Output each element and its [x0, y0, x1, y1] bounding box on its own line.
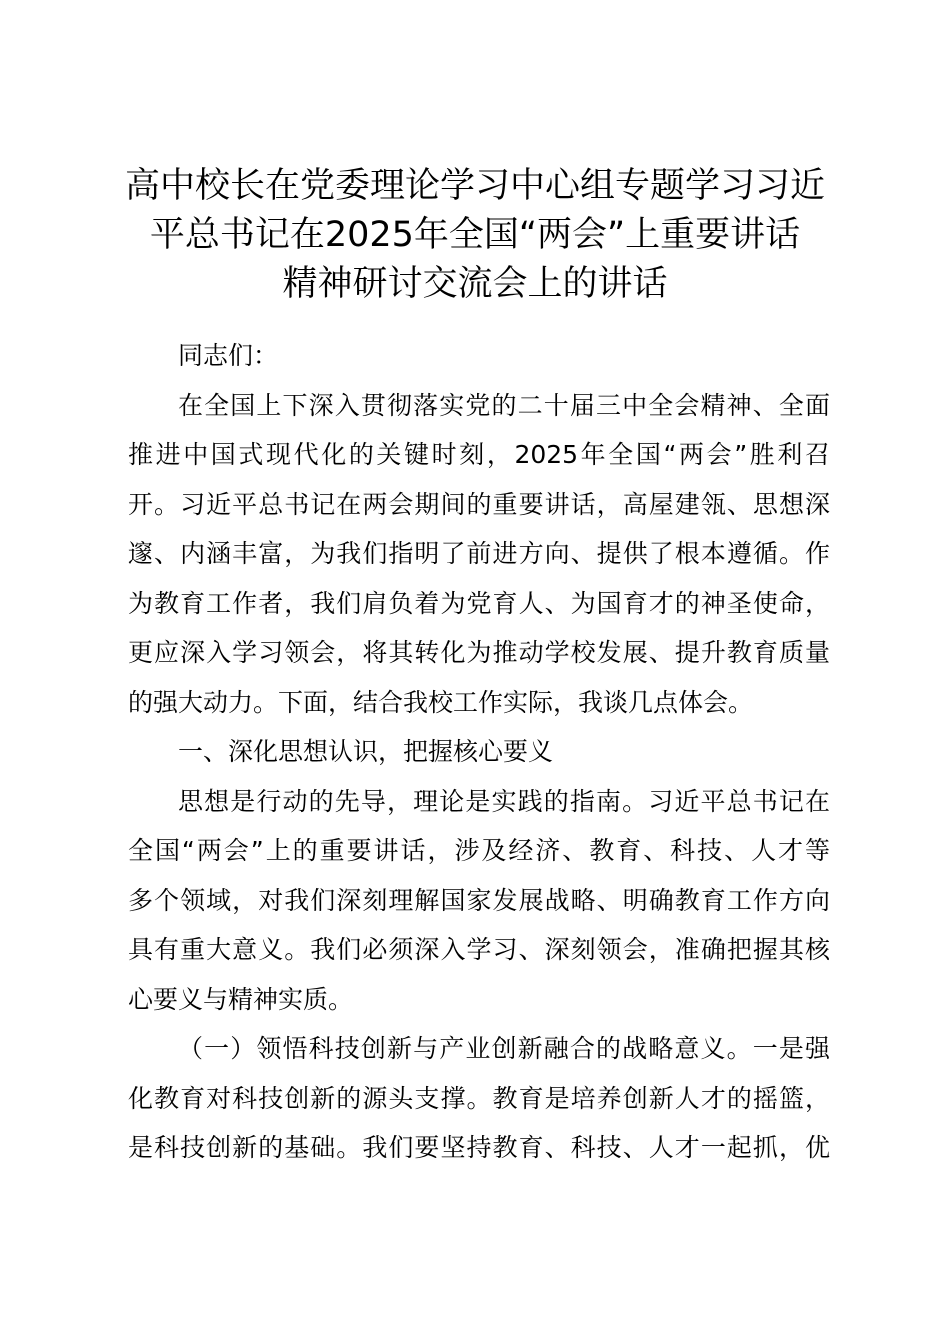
paragraph-line: 更应深入学习领会，将其转化为推动学校发展、提升教育质量 [128, 638, 830, 667]
title-line-1: 高中校长在党委理论学习中心组专题学习习近 [124, 166, 825, 206]
section-heading: 一、深化思想认识，把握核心要义 [178, 737, 554, 766]
paragraph-line: 具有重大意义。我们必须深入学习、深刻领会，准确把握其核 [128, 935, 830, 964]
paragraph-line: 全国“两会”上的重要讲话，涉及经济、教育、科技、人才等 [128, 836, 830, 865]
paragraph-line: 心要义与精神实质。 [128, 985, 354, 1014]
paragraph-line: 思想是行动的先导，理论是实践的指南。习近平总书记在 [178, 787, 830, 816]
paragraph-line: 的强大动力。下面，结合我校工作实际，我谈几点体会。 [128, 688, 754, 717]
paragraph-line: （一）领悟科技创新与产业创新融合的战略意义。一是强 [178, 1034, 830, 1063]
title-line-2: 平总书记在2025年全国“两会”上重要讲话 [149, 215, 801, 255]
salutation: 同志们： [178, 341, 279, 370]
paragraph-line: 化教育对科技创新的源头支撑。教育是培养创新人才的摇篮， [128, 1084, 830, 1113]
paragraph-line: 多个领域，对我们深刻理解国家发展战略、明确教育工作方向 [128, 886, 830, 915]
paragraph-line: 邃、内涵丰富，为我们指明了前进方向、提供了根本遵循。作 [128, 539, 830, 568]
title-line-3: 精神研讨交流会上的讲话 [282, 264, 668, 304]
paragraph-line: 是科技创新的基础。我们要坚持教育、科技、人才一起抓，优 [128, 1133, 830, 1162]
paragraph-line: 开。习近平总书记在两会期间的重要讲话，高屋建瓴、思想深 [128, 490, 830, 519]
paragraph-line: 在全国上下深入贯彻落实党的二十届三中全会精神、全面 [178, 391, 830, 420]
paragraph-line: 推进中国式现代化的关键时刻，2025年全国“两会”胜利召 [128, 440, 830, 469]
paragraph-line: 为教育工作者，我们肩负着为党育人、为国育才的神圣使命， [128, 589, 830, 618]
document-title [120, 162, 830, 309]
